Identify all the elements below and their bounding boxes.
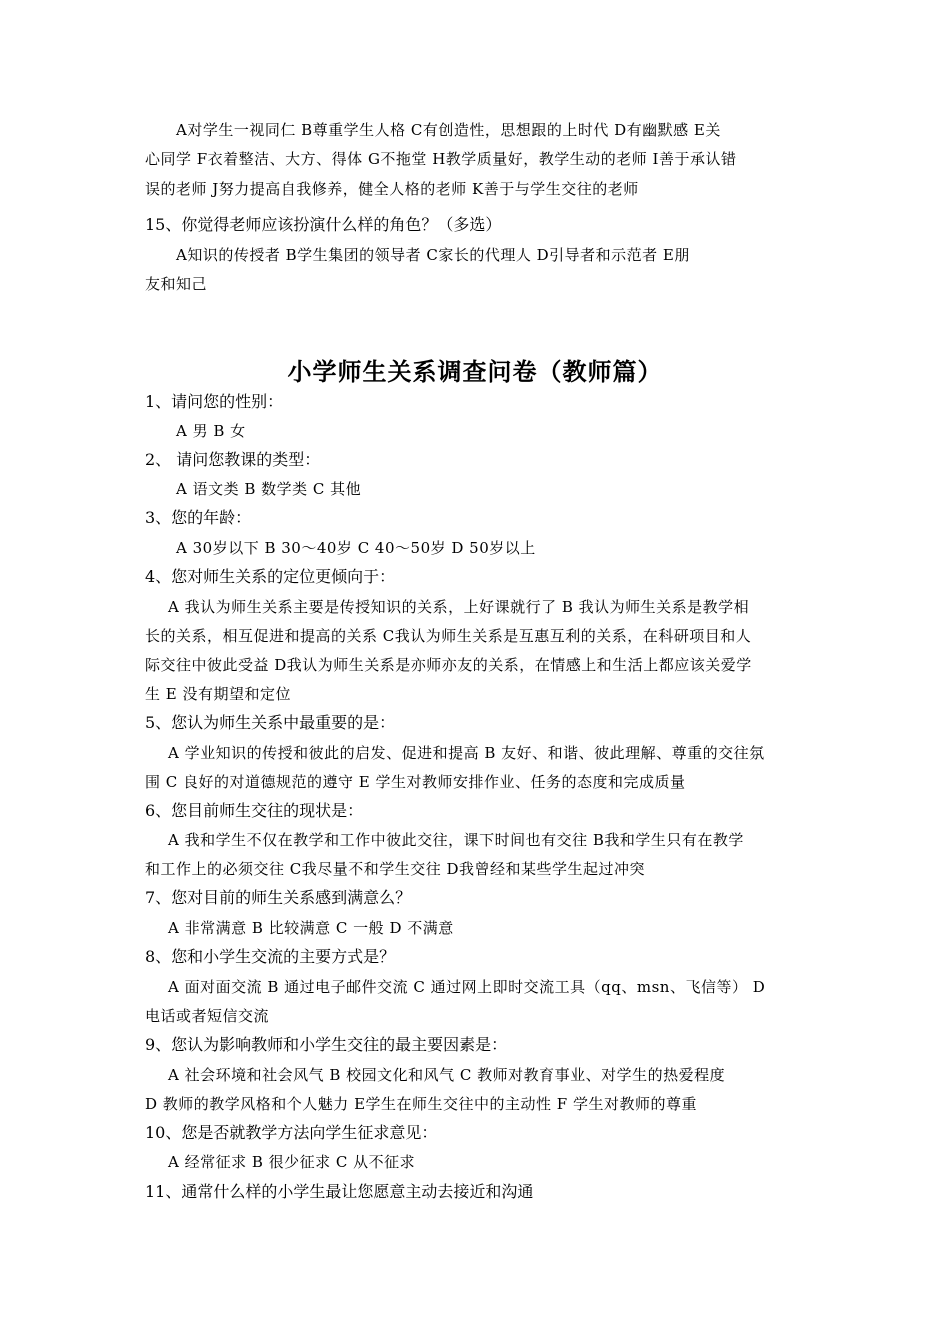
question-8-options-line-2: 电话或者短信交流 [145, 1007, 270, 1025]
question-7-options: A 非常满意 B 比较满意 C 一般 D 不满意 [168, 919, 454, 937]
question-6-options-line-1: A 我和学生不仅在教学和工作中彼此交往，课下时间也有交往 B我和学生只有在教学 [168, 831, 744, 849]
question-4-options-line-4: 生 E 没有期望和定位 [145, 685, 291, 703]
question-3-options: A 30岁以下 B 30～40岁 C 40～50岁 D 50岁以上 [176, 539, 536, 557]
question-4-options-line-1: A 我认为师生关系主要是传授知识的关系，上好课就行了 B 我认为师生关系是教学相 [168, 598, 750, 616]
question-4-options-line-2: 长的关系，相互促进和提高的关系 C我认为师生关系是互惠互利的关系，在科研项目和人 [145, 627, 752, 645]
question-3: 3、您的年龄： [145, 508, 252, 527]
document-title: 小学师生关系调查问卷（教师篇） [287, 357, 663, 386]
question-6-options-line-2: 和工作上的必须交往 C我尽量不和学生交往 D我曾经和某些学生起过冲突 [145, 860, 646, 878]
question-9-options-line-2: D 教师的教学风格和个人魅力 E学生在师生交往中的主动性 F 学生对教师的尊重 [145, 1095, 697, 1113]
question-2: 2、 请问您教课的类型： [145, 450, 321, 469]
question-8-options-line-1: A 面对面交流 B 通过电子邮件交流 C 通过网上即时交流工具（qq、msn、飞信等） D [168, 978, 766, 996]
question-1: 1、请问您的性别： [145, 392, 284, 411]
question-1-options: A 男 B 女 [176, 422, 246, 440]
question-4-options-line-3: 际交往中彼此受益 D我认为师生关系是亦师亦友的关系，在情感上和生活上都应该关爱学 [145, 656, 752, 674]
question-6: 6、您目前师生交往的现状是： [145, 801, 364, 820]
question-15: 15、你觉得老师应该扮演什么样的角色？（多选） [145, 215, 502, 234]
question-4: 4、您对师生关系的定位更倾向于： [145, 567, 396, 586]
question-14-options-line-3: 误的老师 J努力提高自我修养，健全人格的老师 K善于与学生交往的老师 [145, 180, 639, 198]
question-9-options-line-1: A 社会环境和社会风气 B 校园文化和风气 C 教师对教育事业、对学生的热爱程度 [168, 1066, 726, 1084]
question-8: 8、您和小学生交流的主要方式是？ [145, 947, 396, 966]
question-5: 5、您认为师生关系中最重要的是： [145, 713, 396, 732]
question-5-options-line-2: 围 C 良好的对道德规范的遵守 E 学生对教师安排作业、任务的态度和完成质量 [145, 773, 686, 791]
question-15-options-line-2: 友和知己 [145, 275, 208, 293]
question-2-options: A 语文类 B 数学类 C 其他 [176, 480, 362, 498]
question-10-options: A 经常征求 B 很少征求 C 从不征求 [168, 1153, 416, 1171]
question-11: 11、通常什么样的小学生最让您愿意主动去接近和沟通 [145, 1182, 534, 1201]
question-5-options-line-1: A 学业知识的传授和彼此的启发、促进和提高 B 友好、和谐、彼此理解、尊重的交往氛 [168, 744, 765, 762]
question-15-options-line-1: A知识的传授者 B学生集团的领导者 C家长的代理人 D引导者和示范者 E朋 [176, 246, 690, 264]
question-14-options-line-1: A对学生一视同仁 B尊重学生人格 C有创造性，思想跟的上时代 D有幽默感 E关 [176, 121, 721, 139]
question-9: 9、您认为影响教师和小学生交往的最主要因素是： [145, 1035, 508, 1054]
question-10: 10、您是否就教学方法向学生征求意见： [145, 1123, 438, 1142]
question-14-options-line-2: 心同学 F衣着整洁、大方、得体 G不拖堂 H教学质量好，教学生动的老师 I善于承认错 [145, 150, 737, 168]
question-7: 7、您对目前的师生关系感到满意么？ [145, 888, 412, 907]
